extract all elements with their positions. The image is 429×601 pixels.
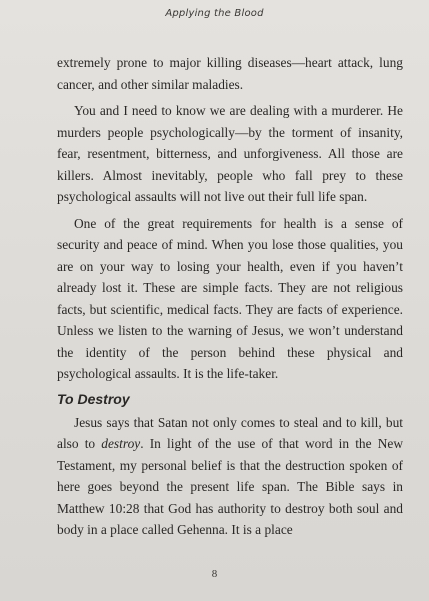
paragraph-4-text-end: . In light of the use of that word in the New Testament, my personal belief is that the destruction spoken of here goes beyond the present life span. The Bible says in Matthew 10:28 that God has authority to destroy both soul and body in a place called Gehenna. It is a place bbox=[57, 436, 403, 537]
section-heading: To Destroy bbox=[57, 390, 130, 407]
paragraph-1: extremely prone to major killing diseases—heart attack, lung cancer, and other similar maladies. bbox=[57, 55, 403, 92]
emphasized-word: destroy bbox=[101, 436, 141, 451]
page-number: 8 bbox=[211, 568, 218, 580]
paragraph-4-text-start: Jesus says that Satan not only comes to steal and to kill, but also to bbox=[57, 414, 403, 451]
paragraph-2: You and I need to know we are dealing with a murderer. He murders people psychologically—by the torment of insanity, fear, resentment, bitterness, and unforgiveness. All those are killers. Almost inevitably, people who fall prey to these psychological assaults will not live out their full life span. bbox=[57, 103, 403, 204]
running-head: Applying the Blood bbox=[165, 8, 264, 19]
paragraph-3: One of the great requirements for health is a sense of security and peace of mind. When you lose those qualities, you are on your way to losing your health, even if you haven’t already lost it. These are simple facts. They are not religious facts, but scientific, medical facts. They are facts of experience. Unless we listen to the warning of Jesus, we won’t understand the identity of the person behind these physical and psychological assaults. It is the life-taker. bbox=[57, 215, 403, 381]
body-text bbox=[57, 52, 403, 541]
paragraph-4 bbox=[57, 412, 403, 541]
